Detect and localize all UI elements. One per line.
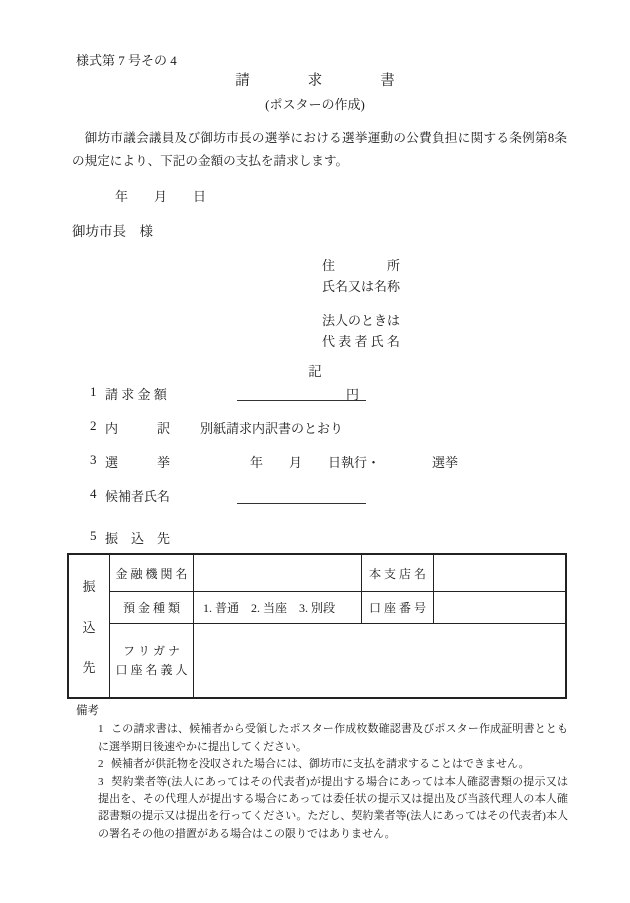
branch-name-label: 本 支 店 名 [361, 555, 433, 591]
item-row-election [72, 452, 572, 472]
furigana-label: フ リ ガ ナ [122, 643, 180, 658]
account-holder-blank-field [193, 623, 565, 697]
note-text: 候補者が供託物を没収された場合には、御坊市に支払を請求することはできません。 [111, 758, 530, 771]
spacer [322, 297, 400, 310]
item-label: 請 求 金 額 [105, 387, 167, 402]
item-number: 2 [90, 418, 97, 433]
deposit-type-label: 預 金 種 類 [109, 591, 193, 623]
intro-paragraph: 御坊市議会議員及び御坊市長の選挙における選挙運動の公費負担に関する条例第8条の規定により、下記の金額の支払を請求します。 [72, 131, 567, 168]
notes-section [76, 703, 568, 843]
form-number: 様式第 7 号その 4 [76, 53, 177, 68]
claim-amount-blank-field: 円 [237, 384, 366, 401]
name-or-title-label: 氏名又は名称 [322, 279, 401, 294]
account-holder-label-cell [109, 623, 193, 697]
branch-name-blank-field [433, 555, 565, 591]
row-header-char: 込 [82, 619, 96, 635]
row-header-char: 振 [82, 579, 96, 595]
account-holder-label: 口 座 名 義 人 [115, 662, 188, 677]
note-item [76, 774, 568, 844]
note-text: 契約業者等(法人にあってはその代表者)が提出する場合にあっては本人確認書類の提示又は提出を、その代理人が提出する場合にあっては委任状の提示又は提出及び当該代理人の本人確認書類の提示又は提出を行ってください。ただし、契約業者等(法人にあってはその代表者)本人の署名その他の措置がある場合はこの限りではありません。 [98, 775, 568, 840]
note-number: 2 [98, 758, 104, 771]
address-label: 住 所 [322, 258, 401, 273]
item-label: 選 挙 [105, 455, 171, 470]
item-row-claim-amount [72, 384, 572, 404]
item-row-candidate-name [72, 486, 572, 506]
item-row-payee [72, 528, 572, 548]
corporate-note-line2: 代 表 者 氏 名 [322, 334, 401, 349]
page-subtitle: (ポスターの作成) [265, 97, 365, 112]
deposit-type-options: 1. 普通 2. 当座 3. 別段 [193, 591, 361, 623]
item-label: 内 訳 [105, 421, 171, 436]
payee-table [67, 553, 567, 699]
account-number-blank-field [433, 591, 565, 623]
note-number: 3 [98, 775, 104, 788]
date-blank-line: 年 月 日 [115, 189, 207, 204]
note-text: この請求書は、候補者から受領したポスター作成枚数確認書及びポスター作成証明書とともに選挙期日後速やかに提出してください。 [98, 723, 568, 753]
record-marker: 記 [308, 364, 322, 379]
breakdown-value: 別紙請求内訳書のとおり [200, 421, 344, 436]
candidate-name-blank-field [237, 486, 366, 504]
item-number: 4 [90, 486, 97, 501]
note-item [76, 721, 568, 756]
notes-header: 備考 [76, 705, 99, 717]
note-number: 1 [98, 723, 104, 736]
bank-name-blank-field [193, 555, 361, 591]
applicant-block [322, 255, 400, 352]
item-number: 5 [90, 528, 97, 543]
item-row-breakdown [72, 418, 572, 438]
election-date-blank: 年 月 日執行・ 選挙 [250, 455, 459, 470]
page-title: 請 求 書 [235, 73, 395, 89]
corporate-note-line1: 法人のときは [322, 313, 401, 328]
payee-table-row-header [69, 555, 109, 697]
item-number: 3 [90, 452, 97, 467]
item-number: 1 [90, 384, 97, 399]
row-header-char: 先 [82, 659, 96, 675]
account-number-label: 口 座 番 号 [361, 591, 433, 623]
note-item [76, 756, 568, 773]
addressee: 御坊市長 様 [72, 224, 153, 239]
item-label: 振 込 先 [105, 531, 171, 546]
item-label: 候補者氏名 [105, 489, 171, 504]
bank-name-label: 金 融 機 関 名 [109, 555, 193, 591]
